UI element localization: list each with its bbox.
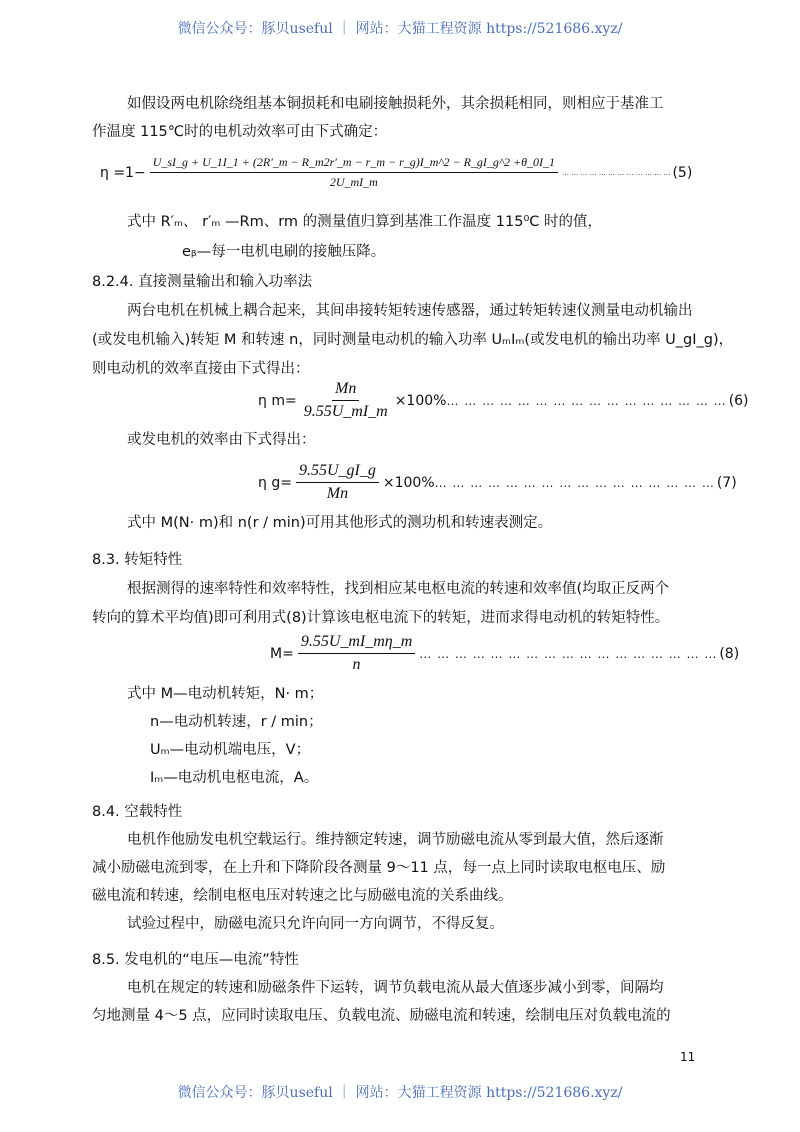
eq-tail: ×100% [394, 392, 447, 409]
equation-number: (8) [719, 645, 740, 662]
where-line: 式中 M(N· m)和 n(r / min)可用其他形式的测功机和转速表测定。 [127, 515, 553, 531]
paragraph-line: 根据测得的速率特性和效率特性，找到相应某电枢电流的转速和效率值(均取正反两个 [127, 581, 670, 597]
numerator: Mn [332, 380, 359, 401]
section-heading: 8.4. 空载特性 [92, 804, 183, 820]
paragraph-line: 两台电机在机械上耦合起来，其间串接转矩转速传感器，通过转矩转速仪测量电动机输出 [127, 303, 693, 319]
paragraph-line: 电机作他励发电机空载运行。维持额定转速，调节励磁电流从零到最大值，然后逐渐 [127, 832, 664, 848]
paragraph-line: 磁电流和转速，绘制电枢电压对转速之比与励磁电流的关系曲线。 [92, 888, 513, 904]
where-line: n—电动机转速，r / min； [150, 714, 323, 730]
watermark-header: 微信公众号：豚贝useful ｜ 网站：大猫工程资源 https://521686.xyz/ [177, 21, 623, 37]
equation-number: (6) [728, 392, 749, 409]
eq-lhs: M= [270, 645, 294, 662]
where-line: Uₘ—电动机端电压，V； [150, 742, 311, 758]
denominator: Mn [326, 485, 349, 502]
paragraph-line: 电机在规定的转速和励磁条件下运转，调节负载电流从最大值逐步减小到零，间隔均 [127, 980, 664, 996]
paragraph-line: 转向的算术平均值)即可利用式(8)计算该电枢电流下的转矩，进而求得电动机的转矩特性。 [92, 610, 670, 626]
leader-dots: … … … … … … … … … … … … [561, 168, 671, 177]
denominator: n [352, 656, 361, 673]
equation-7 [258, 462, 737, 503]
eq-lhs: η =1− [100, 164, 146, 181]
paragraph-line: 作温度 115℃时的电机动效率可由下式确定： [92, 124, 388, 140]
fraction [301, 380, 391, 421]
equation-number: (7) [716, 474, 737, 491]
equation-8 [270, 633, 739, 674]
equation-6 [258, 380, 749, 421]
where-line: eᵦ—每一电机电刷的接触压降。 [182, 244, 386, 260]
equation-number: (5) [672, 164, 693, 181]
paragraph-line: 或发电机的效率由下式得出： [127, 432, 316, 448]
where-line: 式中 M—电动机转矩，N· m； [127, 686, 324, 702]
paragraph-line: 减小励磁电流到零，在上升和下降阶段各测量 9～11 点，每一点上同时读取电枢电压、励 [92, 860, 666, 876]
watermark-footer: 微信公众号：豚贝useful ｜ 网站：大猫工程资源 https://521686.xyz/ [177, 1085, 623, 1101]
numerator: 9.55U_mI_mη_m [298, 633, 415, 654]
fraction [298, 633, 415, 674]
equation-5 [100, 155, 692, 190]
where-line: Iₘ—电动机电枢电流，A。 [150, 770, 319, 786]
paragraph-line: 如假设两电机除绕组基本铜损耗和电刷接触损耗外，其余损耗相同，则相应于基准工 [127, 96, 664, 112]
fraction [296, 462, 379, 503]
fraction [150, 155, 558, 190]
paragraph-line: 匀地测量 4～5 点，应同时读取电压、负载电流、励磁电流和转速，绘制电压对负载电流的 [92, 1008, 671, 1024]
eq-lhs: η m= [258, 392, 297, 409]
denominator: 9.55U_mI_m [303, 403, 388, 420]
denominator: 2U_mI_m [329, 175, 378, 189]
eq-lhs: η g= [258, 474, 292, 491]
section-heading: 8.5. 发电机的“电压—电流”特性 [92, 952, 299, 968]
numerator: 9.55U_gI_g [296, 462, 379, 483]
page-number: 11 [680, 1050, 696, 1064]
numerator: U_sI_g + U_1I_1 + (2R′_m − R_m2r′_m − r_m − r_g)I_m^2 − R_gI_g^2 +θ_0I_1 [150, 155, 558, 173]
section-heading: 8.3. 转矩特性 [92, 552, 183, 568]
paragraph-line: (或发电机输入)转矩 M 和转速 n，同时测量电动机的输入功率 UₘIₘ(或发电机的输出功率 U_gI_g)， [92, 332, 734, 348]
paragraph-line: 则电动机的效率直接由下式得出： [92, 361, 310, 377]
leader-dots: … … … … … … … … … … … … … … … … [446, 393, 727, 408]
section-heading: 8.2.4. 直接测量输出和输入功率法 [92, 274, 313, 290]
paragraph-line: 试验过程中，励磁电流只允许向同一方向调节，不得反复。 [127, 916, 504, 932]
leader-dots: … … … … … … … … … … … … … … … … [434, 475, 715, 490]
where-line: 式中 R′ₘ、 r′ₘ —Rm、rm 的测量值归算到基准工作温度 115⁰C 时的值， [127, 214, 602, 230]
eq-tail: ×100% [382, 474, 435, 491]
leader-dots: … … … … … … … … … … … … … … … … … [419, 646, 718, 661]
